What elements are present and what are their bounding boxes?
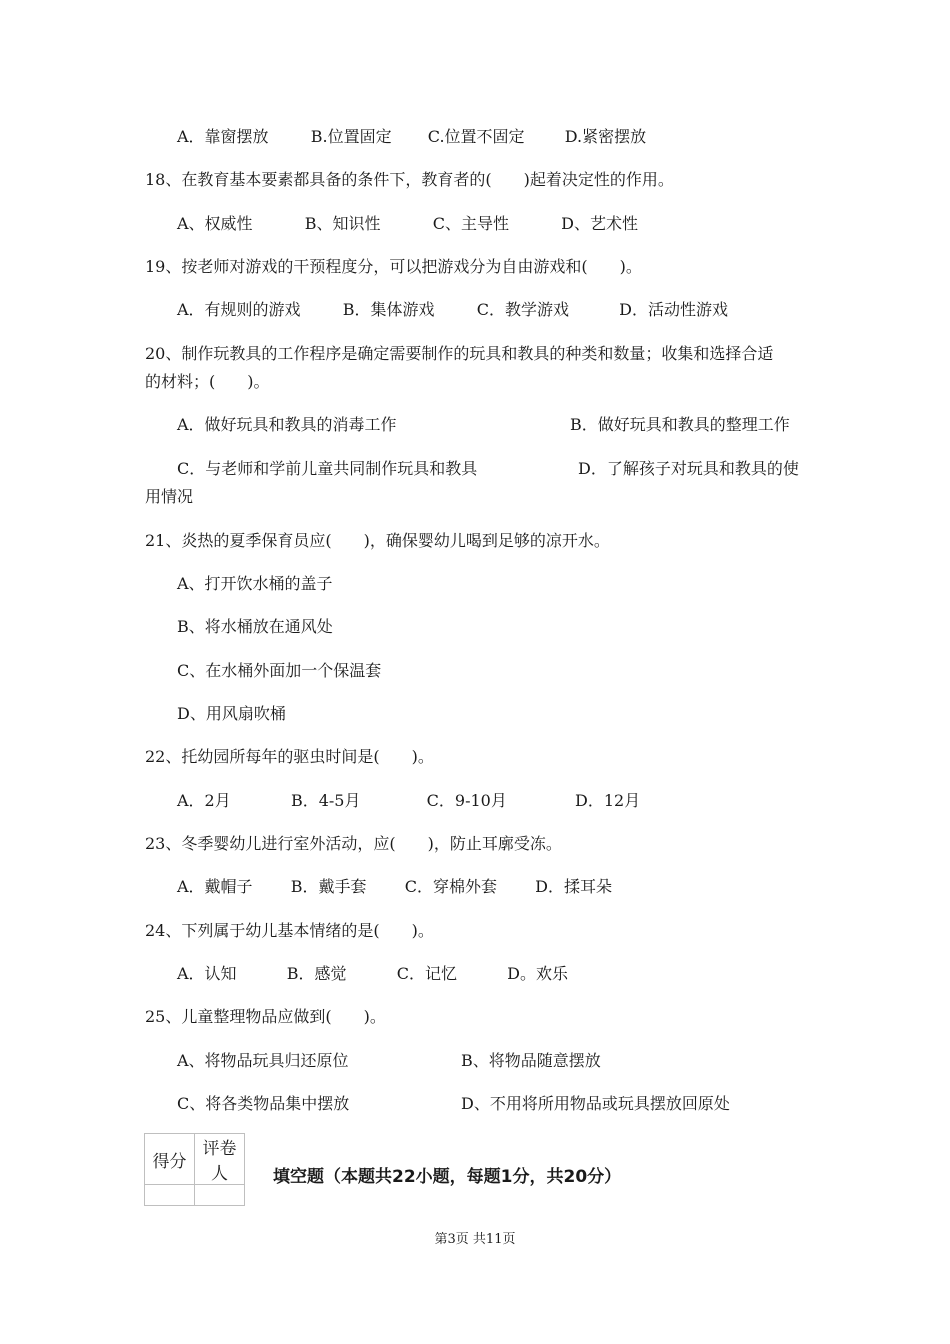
q20-option-c: C．与老师和学前儿童共同制作玩具和教具 xyxy=(177,459,478,478)
q22-option-c: C．9-10月 xyxy=(426,791,507,810)
q25-option-a: A、将物品玩具归还原位 xyxy=(177,1051,349,1070)
score-cell xyxy=(145,1185,195,1206)
q23-option-c: C．穿棉外套 xyxy=(404,877,497,896)
page-footer: 第3页 共11页 xyxy=(434,1232,516,1247)
q25-option-b: B、将物品随意摆放 xyxy=(461,1051,601,1070)
q23-options xyxy=(177,877,612,897)
q24-stem: 24、下列属于幼儿基本情绪的是( )。 xyxy=(145,921,434,940)
q19-option-a: A．有规则的游戏 xyxy=(177,300,301,319)
q25-option-c: C、将各类物品集中摆放 xyxy=(177,1094,350,1113)
q22-option-d: D．12月 xyxy=(575,791,641,810)
section-title: 填空题（本题共22小题，每题1分，共20分） xyxy=(273,1167,622,1187)
score-header: 得分 xyxy=(145,1134,195,1185)
q21-option-d: D、用风扇吹桶 xyxy=(177,704,286,723)
q19-option-c: C．教学游戏 xyxy=(476,300,569,319)
q18-option-b: B、知识性 xyxy=(304,214,381,233)
q21-option-b: B、将水桶放在通风处 xyxy=(177,617,333,636)
q18-option-a: A、权威性 xyxy=(177,214,253,233)
q24-option-d: D。欢乐 xyxy=(507,964,568,983)
q24-option-a: A．认知 xyxy=(177,964,237,983)
q21-stem: 21、炎热的夏季保育员应( )，确保婴幼儿喝到足够的凉开水。 xyxy=(145,531,610,550)
q17-option-d: D.紧密摆放 xyxy=(564,127,647,146)
q21-option-c: C、在水桶外面加一个保温套 xyxy=(177,661,382,680)
q21-option-a: A、打开饮水桶的盖子 xyxy=(177,574,333,593)
q18-options xyxy=(177,214,638,234)
q18-option-c: C、主导性 xyxy=(432,214,509,233)
q20-option-d-line1: D．了解孩子对玩具和教具的使 xyxy=(578,459,799,478)
q24-option-b: B．感觉 xyxy=(286,964,347,983)
q23-option-a: A．戴帽子 xyxy=(177,877,253,896)
q22-option-b: B．4-5月 xyxy=(290,791,361,810)
q23-option-b: B．戴手套 xyxy=(290,877,367,896)
score-box xyxy=(144,1133,245,1206)
q17-option-b: B.位置固定 xyxy=(310,127,392,146)
grader-header: 评卷人 xyxy=(195,1134,245,1185)
grader-cell xyxy=(195,1185,245,1206)
q17-option-c: C.位置不固定 xyxy=(427,127,525,146)
q20-stem-line2: 的材料；( )。 xyxy=(145,372,270,391)
q23-stem: 23、冬季婴幼儿进行室外活动，应( )，防止耳廓受冻。 xyxy=(145,834,562,853)
q19-options xyxy=(177,300,728,320)
q17-option-a: A．靠窗摆放 xyxy=(177,127,269,146)
q20-option-d-line2: 用情况 xyxy=(145,487,194,506)
q20-option-a: A．做好玩具和教具的消毒工作 xyxy=(177,415,397,434)
q20-stem-line1: 20、制作玩教具的工作程序是确定需要制作的玩具和教具的种类和数量；收集和选择合适 xyxy=(145,344,774,363)
q24-option-c: C．记忆 xyxy=(396,964,457,983)
q18-option-d: D、艺术性 xyxy=(561,214,638,233)
q22-option-a: A．2月 xyxy=(177,791,231,810)
q17-options xyxy=(177,127,646,147)
q19-option-b: B．集体游戏 xyxy=(342,300,435,319)
q24-options xyxy=(177,964,568,984)
q18-stem: 18、在教育基本要素都具备的条件下，教育者的( )起着决定性的作用。 xyxy=(145,170,674,189)
q23-option-d: D．揉耳朵 xyxy=(535,877,612,896)
q22-options xyxy=(177,791,640,811)
q22-stem: 22、托幼园所每年的驱虫时间是( )。 xyxy=(145,747,434,766)
q25-stem: 25、儿童整理物品应做到( )。 xyxy=(145,1007,386,1026)
q25-option-d: D、不用将所用物品或玩具摆放回原处 xyxy=(461,1094,730,1113)
q19-option-d: D．活动性游戏 xyxy=(619,300,728,319)
q19-stem: 19、按老师对游戏的干预程度分，可以把游戏分为自由游戏和( )。 xyxy=(145,257,642,276)
q20-option-b: B．做好玩具和教具的整理工作 xyxy=(570,415,790,434)
